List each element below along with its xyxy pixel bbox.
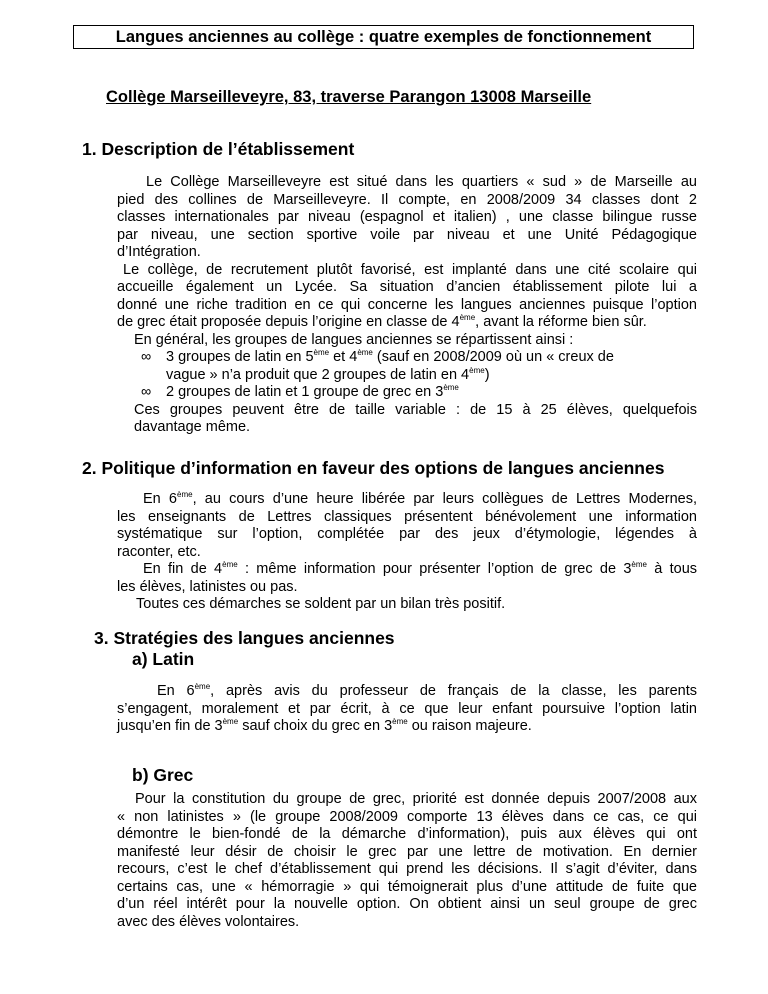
para-line: Le Collège Marseilleveyre est situé dans les quartiers « sud » de Marseille au <box>146 174 697 190</box>
grec-para <box>117 791 697 809</box>
text-run: 3 groupes de latin en 5 <box>166 349 314 365</box>
latin-para-end <box>117 718 532 736</box>
section2-para1-end: raconter, etc. <box>117 543 201 560</box>
para-line: accueille également un Lycée. Sa situation d’ancien établissement pilote lui a <box>117 279 697 295</box>
superscript: ème <box>222 560 238 569</box>
superscript: ème <box>177 490 193 499</box>
groups-intro: En général, les groupes de langues anciennes se répartissent ainsi : <box>134 331 574 348</box>
text-run: En fin de 4 <box>143 561 223 577</box>
section1-para1-body <box>117 192 697 245</box>
section2-para1-body <box>117 509 697 544</box>
section2-heading: 2. Politique d’information en faveur des options de langues anciennes <box>82 458 665 478</box>
text-run: sauf choix du grec en 3 <box>238 718 393 734</box>
text-run: 2 groupes de latin et 1 groupe de grec en 3 <box>166 384 444 400</box>
section3-heading: 3. Stratégies des langues anciennes <box>94 628 395 648</box>
text-run: vague » n’a produit que 2 groupes de latin en 4 <box>166 366 470 383</box>
college-heading <box>106 88 591 107</box>
para-line: systématique sur l’option, complétée par des jeux d’étymologie, légendes à <box>117 526 697 542</box>
superscript: ème <box>469 365 485 375</box>
college-name-address <box>106 88 591 106</box>
bullet-item-continuation <box>166 367 490 385</box>
section2-para1 <box>117 491 697 509</box>
para-line: recours, c’est le chef d’établissement qui prend les décisions. Il s’agit d’éviter, dans <box>117 861 697 877</box>
para-line: pied des collines de Marseilleveyre. Il compte, en 2008/2009 34 classes dont 2 <box>117 191 697 208</box>
bullet-item <box>141 348 614 367</box>
para-line <box>117 683 697 701</box>
para-line: Ces groupes peuvent être de taille variable : de 15 à 25 élèves, quelquefois <box>134 401 697 418</box>
para-line: Le collège, de recrutement plutôt favorisé, est implanté dans une cité scolaire qui <box>123 261 697 278</box>
para-line: « non latinistes » (le groupe 2008/2009 comporte 13 élèves dans ce cas, ce qui <box>117 808 697 825</box>
para-line: classes internationales par niveau (espagnol et italien) , une classe bilingue russe <box>117 209 697 225</box>
latin-para <box>117 683 697 701</box>
superscript: ème <box>392 717 408 726</box>
text-run: et 4 <box>329 349 358 365</box>
para-line: démontre le bien-fondé de la démarche d’information), puis aux élèves qui ont <box>117 826 697 842</box>
latin-para-body <box>117 701 697 719</box>
section1-para1-end <box>117 244 201 262</box>
superscript: ème <box>194 682 211 691</box>
para-line: donné une riche tradition en ce qui concerne les langues anciennes puisque l’option <box>117 296 697 313</box>
group-size-para-end: davantage même. <box>134 419 251 435</box>
infinity-bullet-icon: ∞ <box>141 349 152 365</box>
superscript: ème <box>357 348 373 357</box>
para-line: d’Intégration. <box>117 244 201 260</box>
para-line: les enseignants de Lettres classiques présentent bénévolement une information <box>117 508 697 525</box>
section2-para3: Toutes ces démarches se soldent par un bilan très positif. <box>136 596 506 612</box>
para-line: Pour la constitution du groupe de grec, priorité est donnée depuis 2007/2008 aux <box>135 791 697 807</box>
text-run: , au cours d’une heure libérée par leurs collègues de Lettres Modernes, <box>192 491 697 507</box>
college-name: Collège Marseilleveyre, <box>106 88 289 106</box>
grec-subheading: b) Grec <box>132 765 194 785</box>
superscript: ème <box>631 560 647 569</box>
section1-para2-last <box>117 314 647 332</box>
text-run: ) <box>484 366 490 383</box>
section2-para2-end: les élèves, latinistes ou pas. <box>117 578 298 595</box>
text-run: , avant la réforme bien sûr. <box>475 314 647 330</box>
text-run: de grec était proposée depuis l’origine en classe de 4 <box>117 314 460 330</box>
para-line: s’engagent, moralement et par écrit, à ce que leur enfant poursuive l’option latin <box>117 700 697 717</box>
superscript: ème <box>313 348 330 357</box>
para-line: d’un réel intérêt pour la nouvelle option. On obtient ainsi un seul groupe de grec <box>117 896 697 912</box>
bullet-item <box>141 383 459 402</box>
group-size-para <box>134 402 697 420</box>
para-line: par niveau, une section sportive voile par niveau et une Unité Pédagogique <box>117 226 697 243</box>
section1-heading: 1. Description de l’établissement <box>82 139 355 159</box>
section1-para1 <box>117 174 697 192</box>
grec-para-body <box>117 809 697 914</box>
text-run: ou raison majeure. <box>407 718 532 734</box>
section2-para2 <box>117 561 697 579</box>
para-line <box>117 561 697 579</box>
latin-subheading: a) Latin <box>132 649 195 669</box>
text-run: : même information pour présenter l’option de grec de 3 <box>237 561 632 577</box>
grec-para-end: avec des élèves volontaires. <box>117 913 300 930</box>
superscript: ème <box>459 313 476 322</box>
text-run: En 6 <box>143 491 177 507</box>
infinity-bullet-icon: ∞ <box>141 384 152 400</box>
text-run: (sauf en 2008/2009 où un « creux de <box>372 349 614 365</box>
para-line: manifesté leur désir de choisir le grec par une lettre de motivation. En dernier <box>117 843 697 860</box>
text-run: , après avis du professeur de français de la classe, les parents <box>210 683 697 699</box>
superscript: ème <box>222 717 239 726</box>
text-run: jusqu’en fin de 3 <box>117 718 223 734</box>
section1-para2 <box>117 262 697 280</box>
section1-para2-body <box>117 279 697 314</box>
college-address: 83, traverse Parangon 13008 Marseille <box>288 88 592 106</box>
para-line <box>117 491 697 509</box>
para-line: certains cas, une « hémorragie » qui témoignerait plus d’une attitude de fuite que <box>117 878 697 895</box>
superscript: ème <box>443 383 459 392</box>
text-run: En 6 <box>157 683 195 699</box>
page-title: Langues anciennes au collège : quatre exemples de fonctionnement <box>73 25 694 49</box>
text-run: à tous <box>646 561 698 577</box>
